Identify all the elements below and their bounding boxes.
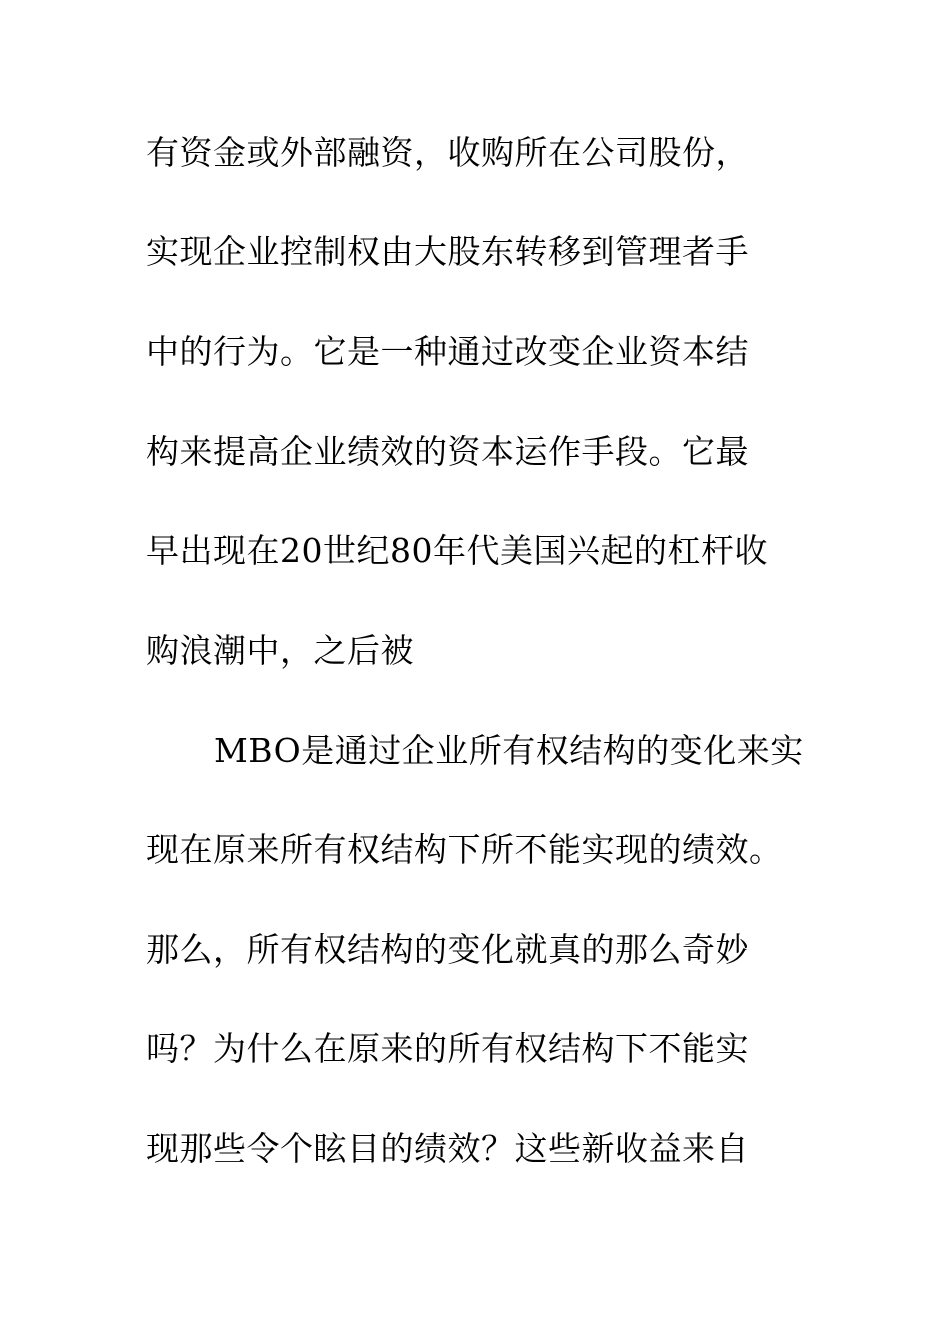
- text-line: MBO是通过企业所有权结构的变化来实: [214, 731, 804, 770]
- text-line: 吗？为什么在原来的所有权结构下不能实: [146, 1029, 749, 1068]
- text-line: 那么，所有权结构的变化就真的那么奇妙: [146, 930, 749, 969]
- text-line: 现在原来所有权结构下所不能实现的绩效。: [146, 830, 783, 869]
- text-line: 中的行为。它是一种通过改变企业资本结: [146, 332, 749, 371]
- text-line: 购浪潮中，之后被: [146, 631, 414, 670]
- text-line: 早出现在20世纪80年代美国兴起的杠杆收: [146, 531, 768, 570]
- text-line: 构来提高企业绩效的资本运作手段。它最: [146, 432, 749, 471]
- text-line: 有资金或外部融资，收购所在公司股份，: [146, 133, 749, 172]
- text-line: 现那些令个眩目的绩效？这些新收益来自: [146, 1129, 749, 1168]
- text-line: 实现企业控制权由大股东转移到管理者手: [146, 232, 749, 271]
